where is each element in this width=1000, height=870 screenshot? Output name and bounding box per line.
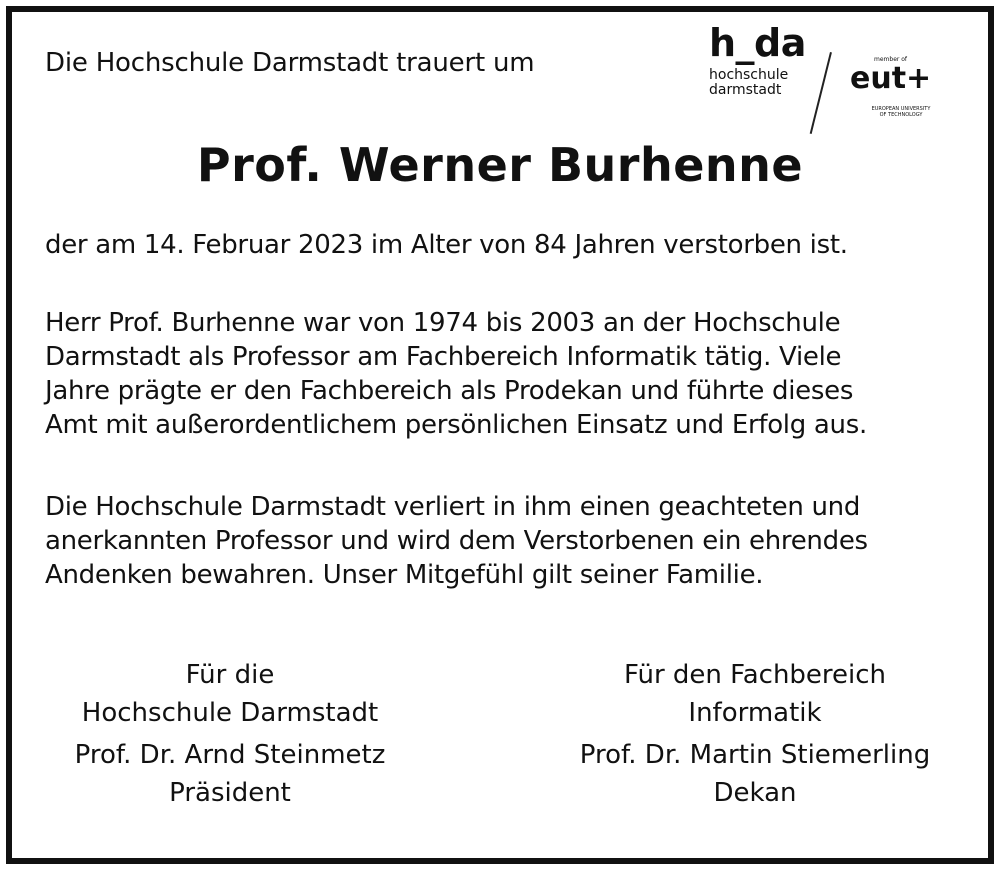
signature-role: Dekan [713, 778, 797, 808]
signature-for-label: Für die [185, 660, 275, 690]
hda-logo-word-2: darmstadt [709, 82, 782, 98]
signature-person: Prof. Dr. Arnd Steinmetz [74, 740, 386, 770]
eut-logo-mark: eut+ [850, 61, 932, 96]
paragraph-career [45, 306, 950, 442]
eut-logo [850, 56, 950, 128]
paragraph-line: Amt mit außerordentlichem persönlichen Einsatz und Erfolg aus. [45, 410, 867, 440]
eut-subtitle-1: EUROPEAN UNIVERSITY [871, 106, 931, 112]
signature-organization: Hochschule Darmstadt [81, 698, 379, 728]
signature-for-label: Für den Fachbereich [623, 660, 887, 690]
paragraph-line: anerkannten Professor und wird dem Verstorbenen ein ehrendes [45, 526, 868, 556]
paragraph-line: Herr Prof. Burhenne war von 1974 bis 2003 an der Hochschule [45, 308, 841, 338]
paragraph-condolence [45, 490, 950, 592]
hda-logo-mark: h_da [709, 21, 806, 65]
eut-member-label: member of [874, 56, 908, 63]
signature-person: Prof. Dr. Martin Stiemerling [579, 740, 931, 770]
hda-logo-word-1: hochschule [709, 67, 789, 83]
eut-subtitle-2: OF TECHNOLOGY [879, 112, 923, 118]
signature-university [40, 656, 420, 812]
paragraph-line: Andenken bewahren. Unser Mitgefühl gilt seiner Familie. [45, 560, 764, 590]
intro-text: Die Hochschule Darmstadt trauert um [45, 48, 535, 78]
hda-logo [709, 21, 819, 98]
death-date-line: der am 14. Februar 2023 im Alter von 84 Jahren verstorben ist. [45, 230, 848, 260]
signature-department [545, 656, 965, 812]
signature-role: Präsident [169, 778, 291, 808]
eut-subtitle [856, 106, 946, 118]
paragraph-line: Die Hochschule Darmstadt verliert in ihm einen geachteten und [45, 492, 861, 522]
deceased-name: Prof. Werner Burhenne [196, 138, 804, 192]
paragraph-line: Jahre prägte er den Fachbereich als Prodekan und führte dieses [45, 376, 854, 406]
paragraph-line: Darmstadt als Professor am Fachbereich Informatik tätig. Viele [45, 342, 842, 372]
signature-organization: Informatik [688, 698, 822, 728]
